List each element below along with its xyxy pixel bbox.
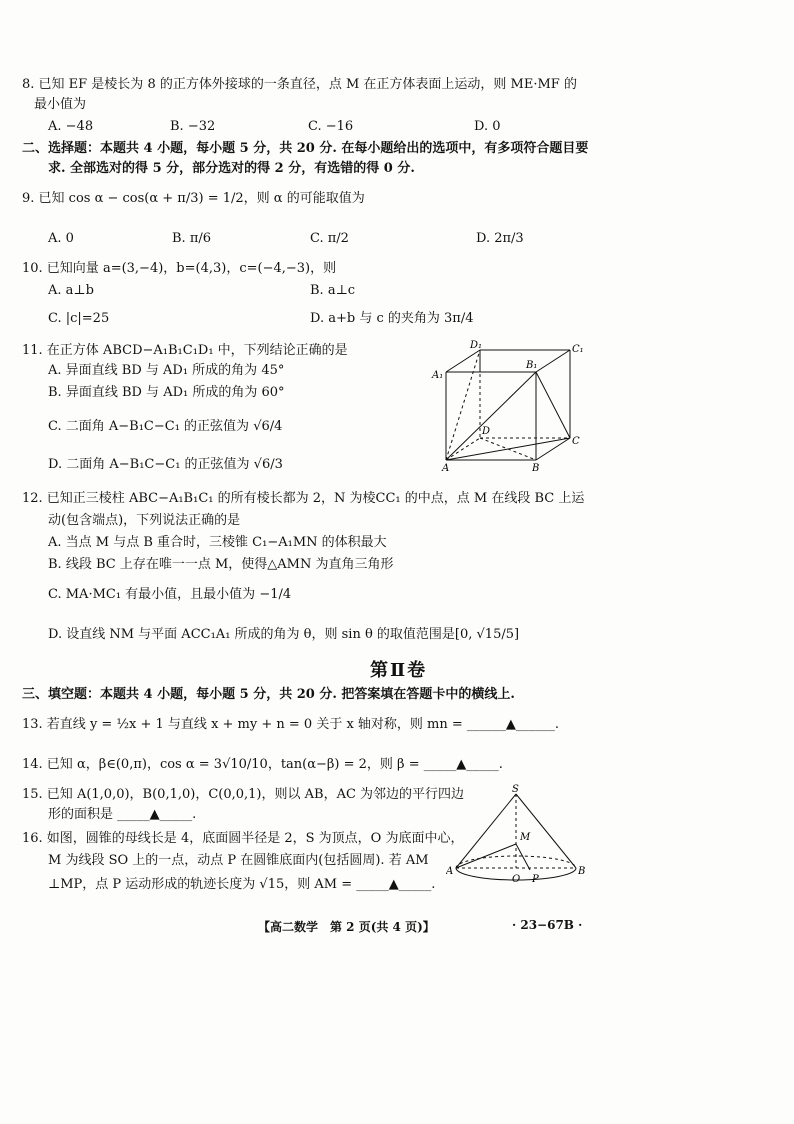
label-c: C (572, 436, 580, 447)
label-m: M (520, 832, 531, 843)
q11-option-d: D. 二面角 A−B₁C−C₁ 的正弦值为 √6/3 (48, 457, 283, 472)
q14-stem: 14. 已知 α，β∈(0,π)，cos α = 3√10/10，tan(α−β) = 2，则 β = _____▲_____. (22, 757, 503, 772)
q16-stem-line2: M 为线段 SO 上的一点，动点 P 在圆锥底面内(包括圆周). 若 AM (48, 853, 429, 868)
label-p: P (532, 874, 539, 885)
q12-option-a: A. 当点 M 与点 B 重合时，三棱锥 C₁−A₁MN 的体积最大 (48, 535, 387, 550)
q11-stem: 11. 在正方体 ABCD−A₁B₁C₁D₁ 中，下列结论正确的是 (22, 343, 348, 358)
q16-stem-line1: 16. 如图，圆锥的母线长是 4，底面圆半径是 2，S 为顶点，O 为底面中心， (22, 831, 464, 846)
q8-option-a: A. −48 (48, 119, 94, 134)
section2-heading-line1: 二、选择题：本题共 4 小题，每小题 5 分，共 20 分. 在每小题给出的选项中，有多项符合题目要 (22, 141, 589, 156)
label-cone-b: B (578, 866, 586, 877)
q9-option-c: C. π/2 (310, 231, 349, 246)
q10-option-d: D. a+b 与 c 的夹角为 3π/4 (310, 311, 474, 326)
label-d1: D₁ (470, 340, 483, 351)
cone-figure (446, 784, 586, 886)
q8-option-d: D. 0 (474, 119, 501, 134)
q8-option-c: C. −16 (308, 119, 354, 134)
q12-stem-line1: 12. 已知正三棱柱 ABC−A₁B₁C₁ 的所有棱长都为 2，N 为棱CC₁ 的中点，点 M 在线段 BC 上运 (22, 491, 585, 506)
label-d: D (482, 426, 491, 437)
q9-option-b: B. π/6 (172, 231, 212, 246)
q9-option-a: A. 0 (48, 231, 74, 246)
footer-code: · 23−67B · (512, 918, 583, 932)
label-o: O (512, 874, 521, 885)
q11-option-a: A. 异面直线 BD 与 AD₁ 所成的角为 45° (48, 363, 285, 378)
q10-option-b: B. a⊥c (310, 283, 356, 298)
q13-stem: 13. 若直线 y = ½x + 1 与直线 x + my + n = 0 关于 x 轴对称，则 mn = ______▲______. (22, 717, 560, 732)
q12-option-d: D. 设直线 NM 与平面 ACC₁A₁ 所成的角为 θ，则 sin θ 的取值范围是[0, √15/5] (48, 627, 520, 642)
cube-figure (428, 338, 594, 472)
q10-stem: 10. 已知向量 a=(3,−4)，b=(4,3)，c=(−4,−3)，则 (22, 261, 337, 276)
label-cone-a: A (446, 866, 454, 877)
label-c1: C₁ (572, 344, 584, 355)
label-a: A (442, 463, 450, 472)
q12-option-c: C. MA·MC₁ 有最小值，且最小值为 −1/4 (48, 587, 292, 602)
label-b1: B₁ (526, 360, 538, 371)
q11-option-c: C. 二面角 A−B₁C−C₁ 的正弦值为 √6/4 (48, 419, 283, 434)
label-s: S (512, 784, 519, 795)
q10-option-a: A. a⊥b (48, 283, 94, 298)
q8-stem-line1: 8. 已知 EF 是棱长为 8 的正方体外接球的一条直径，点 M 在正方体表面上运动，则 ME·MF 的 (22, 77, 577, 92)
q15-stem-line1: 15. 已知 A(1,0,0)，B(0,1,0)，C(0,0,1)，则以 AB，AC 为邻边的平行四边 (22, 787, 465, 802)
q15-stem-line2: 形的面积是 _____▲_____. (48, 807, 197, 822)
label-a1: A₁ (432, 370, 444, 381)
q9-stem: 9. 已知 cos α − cos(α + π/3) = 1/2，则 α 的可能取值为 (22, 191, 365, 206)
q12-option-b: B. 线段 BC 上存在唯一一点 M，使得△AMN 为直角三角形 (48, 557, 394, 572)
q8-option-b: B. −32 (170, 119, 216, 134)
q16-stem-line3: ⊥MP，点 P 运动形成的轨迹长度为 √15，则 AM = _____▲_____. (48, 877, 436, 892)
q8-stem-line2: 最小值为 (34, 97, 87, 112)
section3-heading: 三、填空题：本题共 4 小题，每小题 5 分，共 20 分. 把答案填在答题卡中的横线上. (22, 687, 515, 702)
section2-heading-line2: 求. 全部选对的得 5 分，部分选对的得 2 分，有选错的得 0 分. (48, 161, 415, 176)
footer-page-info: 【高二数学 第 2 页(共 4 页)】 (258, 920, 435, 934)
q11-option-b: B. 异面直线 BD 与 AD₁ 所成的角为 60° (48, 385, 285, 400)
label-b: B (532, 463, 540, 472)
part2-title: 第Ⅱ卷 (370, 660, 428, 681)
q12-stem-line2: 动(包含端点)，下列说法正确的是 (48, 513, 241, 528)
q10-option-c: C. |c|=25 (48, 311, 110, 326)
q9-option-d: D. 2π/3 (476, 231, 524, 246)
